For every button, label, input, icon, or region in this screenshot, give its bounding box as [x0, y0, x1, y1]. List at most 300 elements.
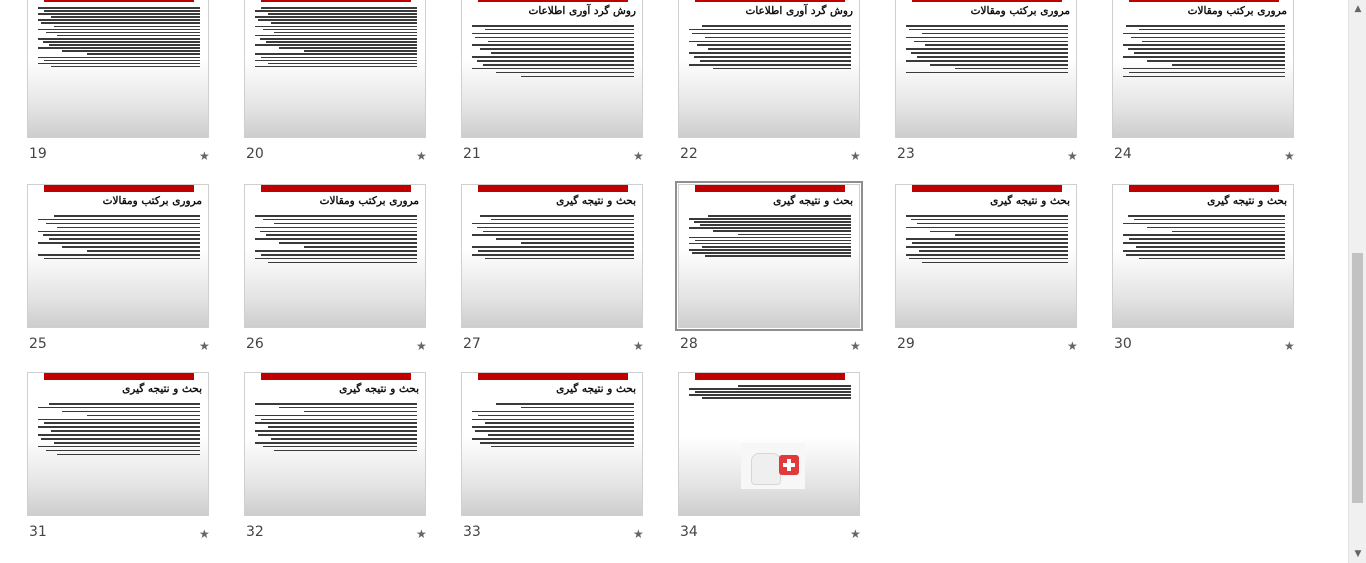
- text-line: [695, 391, 851, 393]
- text-line: [955, 68, 1068, 70]
- text-line: [689, 64, 851, 66]
- slide-thumbnail[interactable]: [895, 0, 1077, 138]
- slide-number: 34: [680, 524, 698, 540]
- text-line: [480, 215, 634, 217]
- text-line: [38, 242, 200, 244]
- text-line: [917, 223, 1068, 225]
- slide-cell: [27, 184, 217, 356]
- text-line: [488, 41, 634, 43]
- slide-title: مروری برکتب ومقالات: [102, 195, 202, 207]
- slide-body-text: [38, 403, 200, 457]
- text-line: [255, 10, 417, 12]
- text-line: [480, 442, 634, 444]
- transition-star-icon[interactable]: ★: [633, 149, 644, 163]
- slide-accent-bar: [1129, 185, 1279, 192]
- transition-star-icon[interactable]: ★: [633, 527, 644, 541]
- slide-accent-bar: [1129, 0, 1279, 2]
- text-line: [43, 41, 200, 43]
- slide-title: بحث و نتیجه گیری: [556, 195, 636, 207]
- tooth-icon: [751, 453, 781, 485]
- slide-accent-bar: [478, 185, 628, 192]
- scroll-up-icon[interactable]: ▲: [1354, 4, 1362, 14]
- text-line: [258, 19, 417, 21]
- text-line: [478, 250, 634, 252]
- text-line: [689, 227, 851, 229]
- text-line: [1128, 215, 1285, 217]
- slide-accent-bar: [695, 0, 845, 2]
- text-line: [906, 254, 1068, 256]
- slide-thumbnail[interactable]: [461, 0, 643, 138]
- transition-star-icon[interactable]: ★: [1284, 339, 1295, 353]
- slide-cell: [678, 0, 868, 166]
- text-line: [1139, 29, 1285, 31]
- slide-thumbnail[interactable]: [1112, 0, 1294, 138]
- slide-accent-bar: [478, 373, 628, 380]
- text-line: [46, 32, 200, 34]
- text-line: [909, 29, 1068, 31]
- text-line: [38, 7, 200, 9]
- text-line: [906, 72, 1068, 74]
- text-line: [906, 25, 1068, 27]
- text-line: [475, 37, 634, 39]
- text-line: [87, 415, 200, 417]
- text-line: [478, 415, 634, 417]
- slide-thumbnail[interactable]: [678, 372, 860, 516]
- transition-star-icon[interactable]: ★: [199, 527, 210, 541]
- slide-number: 24: [1114, 146, 1132, 162]
- slide-thumbnail[interactable]: [244, 372, 426, 516]
- text-line: [261, 254, 417, 256]
- slide-body-text: [1123, 215, 1285, 262]
- text-line: [906, 60, 1068, 62]
- text-line: [255, 44, 417, 46]
- text-line: [480, 48, 634, 50]
- text-line: [261, 7, 417, 9]
- slide-cell: [678, 372, 868, 544]
- text-line: [689, 29, 851, 31]
- transition-star-icon[interactable]: ★: [416, 149, 427, 163]
- text-line: [279, 47, 417, 49]
- slide-cell: [1112, 184, 1302, 356]
- slide-accent-bar: [44, 0, 194, 2]
- text-line: [260, 231, 417, 233]
- slide-number: 33: [463, 524, 481, 540]
- slide-number: 20: [246, 146, 264, 162]
- slide-accent-bar: [261, 373, 411, 380]
- text-line: [268, 63, 417, 65]
- slide-thumbnail[interactable]: [461, 184, 643, 328]
- slide-thumbnail[interactable]: [461, 372, 643, 516]
- text-line: [38, 63, 200, 65]
- text-line: [496, 238, 634, 240]
- scrollbar-thumb[interactable]: [1352, 253, 1363, 503]
- text-line: [255, 60, 417, 62]
- text-line: [1123, 234, 1285, 236]
- transition-star-icon[interactable]: ★: [850, 339, 861, 353]
- text-line: [255, 35, 417, 37]
- text-line: [713, 68, 851, 70]
- transition-star-icon[interactable]: ★: [199, 339, 210, 353]
- slide-accent-bar: [912, 185, 1062, 192]
- text-line: [274, 450, 417, 452]
- text-line: [271, 438, 417, 440]
- text-line: [255, 66, 417, 68]
- scroll-down-icon[interactable]: ▼: [1354, 549, 1362, 559]
- text-line: [38, 47, 200, 49]
- slide-body-text: [472, 215, 634, 262]
- transition-star-icon[interactable]: ★: [850, 527, 861, 541]
- text-line: [1142, 41, 1285, 43]
- text-line: [472, 411, 634, 413]
- slide-cell: [895, 0, 1085, 166]
- text-line: [38, 426, 200, 428]
- text-line: [689, 41, 851, 43]
- text-line: [1136, 246, 1285, 248]
- text-line: [689, 249, 851, 251]
- text-line: [62, 411, 200, 413]
- slide-body-text: [38, 215, 200, 262]
- text-line: [268, 262, 417, 264]
- text-line: [268, 13, 417, 15]
- transition-star-icon[interactable]: ★: [416, 527, 427, 541]
- text-line: [51, 66, 200, 68]
- slide-cell: [244, 184, 434, 356]
- text-line: [49, 238, 200, 240]
- text-line: [700, 60, 851, 62]
- slide-title: بحث و نتیجه گیری: [339, 383, 419, 395]
- text-line: [911, 219, 1068, 221]
- slide-number: 27: [463, 336, 481, 352]
- transition-star-icon[interactable]: ★: [416, 339, 427, 353]
- text-line: [260, 38, 417, 40]
- slide-body-text: [472, 25, 634, 79]
- text-line: [472, 254, 634, 256]
- slide-accent-bar: [912, 0, 1062, 2]
- text-line: [255, 258, 417, 260]
- slide-title: مروری برکتب ومقالات: [1187, 5, 1287, 17]
- text-line: [906, 238, 1068, 240]
- text-line: [57, 454, 200, 456]
- slide-number: 22: [680, 146, 698, 162]
- text-line: [914, 41, 1068, 43]
- text-line: [54, 26, 200, 28]
- text-line: [1123, 223, 1285, 225]
- slide-thumbnail[interactable]: [27, 372, 209, 516]
- text-line: [689, 52, 851, 54]
- text-line: [692, 33, 851, 35]
- text-line: [930, 231, 1068, 233]
- slide-cell: [244, 0, 434, 166]
- text-line: [62, 50, 200, 52]
- slide-thumbnail[interactable]: [895, 184, 1077, 328]
- slide-thumbnail[interactable]: [678, 0, 860, 138]
- text-line: [472, 25, 634, 27]
- slide-title: مروری برکتب ومقالات: [970, 5, 1070, 17]
- text-line: [697, 44, 851, 46]
- text-line: [38, 231, 200, 233]
- text-line: [485, 29, 634, 31]
- text-line: [255, 53, 417, 55]
- text-line: [912, 242, 1068, 244]
- text-line: [1123, 56, 1285, 58]
- text-line: [472, 426, 634, 428]
- slide-body-text: [255, 7, 417, 69]
- slide-title: مروری برکتب ومقالات: [319, 195, 419, 207]
- slide-title: بحث و نتیجه گیری: [556, 383, 636, 395]
- slide-thumbnail[interactable]: [27, 0, 209, 138]
- text-line: [279, 407, 417, 409]
- slide-title: بحث و نتیجه گیری: [990, 195, 1070, 207]
- text-line: [1139, 258, 1285, 260]
- text-line: [472, 223, 634, 225]
- text-line: [1131, 37, 1285, 39]
- text-line: [694, 221, 851, 223]
- text-line: [521, 242, 634, 244]
- text-line: [689, 218, 851, 220]
- text-line: [87, 250, 200, 252]
- text-line: [1123, 242, 1285, 244]
- text-line: [38, 419, 200, 421]
- slide-thumbnail[interactable]: [678, 184, 860, 328]
- transition-star-icon[interactable]: ★: [1284, 149, 1295, 163]
- slide-accent-bar: [695, 185, 845, 192]
- text-line: [689, 237, 851, 239]
- text-line: [906, 37, 1068, 39]
- text-line: [261, 57, 417, 59]
- text-line: [922, 262, 1068, 264]
- text-line: [274, 223, 417, 225]
- text-line: [255, 415, 417, 417]
- slide-number: 32: [246, 524, 264, 540]
- slide-body-text: [689, 25, 851, 72]
- text-line: [472, 234, 634, 236]
- text-line: [255, 422, 417, 424]
- text-line: [263, 446, 417, 448]
- text-line: [54, 442, 200, 444]
- slide-number: 19: [29, 146, 47, 162]
- text-line: [477, 60, 634, 62]
- text-line: [49, 403, 200, 405]
- text-line: [925, 44, 1068, 46]
- text-line: [38, 19, 200, 21]
- text-line: [38, 38, 200, 40]
- text-line: [472, 44, 634, 46]
- slide-body-text: [689, 385, 851, 400]
- slide-title: بحث و نتیجه گیری: [1207, 195, 1287, 207]
- text-line: [268, 426, 417, 428]
- slide-accent-bar: [44, 373, 194, 380]
- text-line: [304, 50, 417, 52]
- text-line: [488, 434, 634, 436]
- text-line: [705, 255, 851, 257]
- text-line: [46, 223, 200, 225]
- text-line: [44, 422, 200, 424]
- text-line: [304, 246, 417, 248]
- text-line: [689, 388, 851, 390]
- slide-thumbnail[interactable]: [244, 184, 426, 328]
- text-line: [1123, 44, 1285, 46]
- slide-cell: [27, 372, 217, 544]
- text-line: [38, 29, 200, 31]
- text-line: [1147, 227, 1285, 229]
- text-line: [689, 394, 851, 396]
- text-line: [738, 385, 851, 387]
- text-line: [496, 72, 634, 74]
- text-line: [44, 60, 200, 62]
- text-line: [692, 252, 851, 254]
- text-line: [1172, 231, 1285, 233]
- text-line: [521, 407, 634, 409]
- slide-thumbnail[interactable]: [1112, 184, 1294, 328]
- text-line: [955, 234, 1068, 236]
- slide-accent-bar: [261, 185, 411, 192]
- slide-number: 26: [246, 336, 264, 352]
- text-line: [713, 230, 851, 232]
- text-line: [49, 44, 200, 46]
- text-line: [87, 53, 200, 55]
- slide-body-text: [38, 7, 200, 69]
- slide-body-text: [906, 215, 1068, 266]
- transition-star-icon[interactable]: ★: [633, 339, 644, 353]
- text-line: [521, 76, 634, 78]
- text-line: [38, 13, 200, 15]
- text-line: [255, 403, 417, 405]
- text-line: [909, 258, 1068, 260]
- text-line: [1126, 254, 1285, 256]
- text-line: [274, 32, 417, 34]
- text-line: [255, 16, 417, 18]
- text-line: [44, 258, 200, 260]
- text-line: [738, 234, 851, 236]
- slide-title: روش گرد آوری اطلاعات: [528, 5, 636, 17]
- text-line: [911, 52, 1068, 54]
- text-line: [38, 434, 200, 436]
- slide-number: 21: [463, 146, 481, 162]
- text-line: [51, 16, 200, 18]
- slide-accent-bar: [261, 0, 411, 2]
- text-line: [906, 215, 1068, 217]
- text-line: [472, 68, 634, 70]
- slide-accent-bar: [695, 373, 845, 380]
- slide-cell: [461, 0, 651, 166]
- slide-number: 31: [29, 524, 47, 540]
- text-line: [255, 442, 417, 444]
- slide-cell: [678, 184, 868, 356]
- text-line: [38, 407, 200, 409]
- text-line: [54, 215, 200, 217]
- text-line: [279, 242, 417, 244]
- text-line: [695, 240, 851, 242]
- text-line: [1123, 33, 1285, 35]
- slide-cell: [895, 184, 1085, 356]
- transition-star-icon[interactable]: ★: [199, 149, 210, 163]
- text-line: [906, 227, 1068, 229]
- text-line: [1123, 68, 1285, 70]
- vertical-scrollbar[interactable]: [1348, 0, 1366, 563]
- text-line: [1128, 48, 1285, 50]
- transition-star-icon[interactable]: ★: [1067, 149, 1078, 163]
- slide-body-text: [689, 215, 851, 258]
- text-line: [491, 446, 634, 448]
- text-line: [263, 29, 417, 31]
- text-line: [906, 246, 1068, 248]
- text-line: [922, 33, 1068, 35]
- text-line: [930, 64, 1068, 66]
- text-line: [304, 411, 417, 413]
- slide-cell: [461, 184, 651, 356]
- slide-number: 25: [29, 336, 47, 352]
- text-line: [255, 215, 417, 217]
- text-line: [271, 22, 417, 24]
- text-line: [702, 246, 851, 248]
- text-line: [1147, 60, 1285, 62]
- slide-body-text: [255, 403, 417, 454]
- slide-body-text: [1123, 25, 1285, 79]
- text-line: [472, 438, 634, 440]
- text-line: [44, 10, 200, 12]
- text-line: [255, 430, 417, 432]
- text-line: [38, 57, 200, 59]
- text-line: [266, 41, 417, 43]
- text-line: [255, 26, 417, 28]
- text-line: [1126, 25, 1285, 27]
- slide-cell: [244, 372, 434, 544]
- text-line: [694, 56, 851, 58]
- text-line: [1172, 64, 1285, 66]
- slide-title: بحث و نتیجه گیری: [773, 195, 853, 207]
- text-line: [491, 52, 634, 54]
- text-line: [496, 403, 634, 405]
- transition-star-icon[interactable]: ★: [1067, 339, 1078, 353]
- slide-number: 28: [680, 336, 698, 352]
- slide-thumbnail[interactable]: [27, 184, 209, 328]
- text-line: [475, 430, 634, 432]
- text-line: [57, 227, 200, 229]
- slide-body-text: [906, 25, 1068, 76]
- text-line: [38, 446, 200, 448]
- text-line: [266, 234, 417, 236]
- text-line: [472, 33, 634, 35]
- text-line: [906, 48, 1068, 50]
- slide-body-text: [255, 215, 417, 266]
- slide-accent-bar: [478, 0, 628, 2]
- text-line: [1129, 72, 1285, 74]
- slide-title: روش گرد آوری اطلاعات: [745, 5, 853, 17]
- text-line: [41, 22, 200, 24]
- text-line: [708, 48, 851, 50]
- slide-thumbnail[interactable]: [244, 0, 426, 138]
- text-line: [477, 227, 634, 229]
- first-aid-icon: [779, 455, 799, 475]
- slide-cell: [1112, 0, 1302, 166]
- text-line: [917, 56, 1068, 58]
- text-line: [919, 250, 1068, 252]
- text-line: [1129, 238, 1285, 240]
- slide-number: 23: [897, 146, 915, 162]
- text-line: [472, 56, 634, 58]
- slide-body-text: [472, 403, 634, 450]
- text-line: [38, 254, 200, 256]
- transition-star-icon[interactable]: ★: [850, 149, 861, 163]
- text-line: [1134, 219, 1285, 221]
- text-line: [700, 224, 851, 226]
- text-line: [485, 258, 634, 260]
- text-line: [261, 419, 417, 421]
- slide-number: 30: [1114, 336, 1132, 352]
- text-line: [258, 434, 417, 436]
- text-line: [702, 397, 851, 399]
- text-line: [485, 422, 634, 424]
